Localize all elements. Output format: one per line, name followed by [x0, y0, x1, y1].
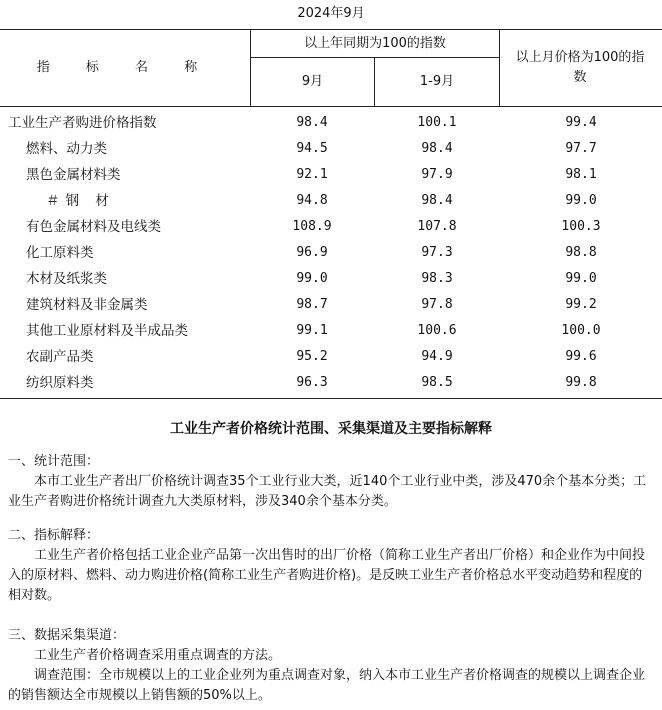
table-row [0, 110, 662, 136]
section-body-definition: 工业生产者价格包括工业企业产品第一次出售时的出厂价格（简称工业生产者出厂价格）和企业作为中间投入的原材料、燃料、动力购进价格(简称工业生产者购进价格)。是反映工业生产者价格总水平变动趋势和程度的相对数。 [8, 548, 646, 603]
yoy-group-header: 以上年同期为100的指数 [304, 35, 446, 51]
mom-column-header: 以上月价格为100的指数 [515, 50, 645, 85]
row-label: 燃料、动力类 [26, 141, 107, 157]
row-label: 工业生产者购进价格指数 [8, 115, 157, 131]
section-heading-definition: 二、指标解释： [8, 528, 100, 543]
mom-value: 97.7 [565, 141, 597, 156]
table-row [0, 136, 662, 162]
ytd-value: 98.4 [421, 193, 453, 208]
row-label: 农副产品类 [26, 349, 94, 365]
ytd-column-header: 1-9月 [419, 74, 455, 89]
ytd-value: 98.3 [421, 271, 453, 286]
indicator-name-header: 指 标 名 称 [36, 60, 214, 75]
section-body-collection-method: 工业生产者价格调查采用重点调查的方法。 [34, 648, 282, 663]
row-label: 化工原料类 [26, 245, 94, 261]
month-value: 98.4 [296, 115, 328, 130]
row-label: 黑色金属材料类 [26, 167, 121, 183]
mom-value: 98.1 [565, 167, 597, 182]
table-row [0, 292, 662, 318]
table-row [0, 266, 662, 292]
mom-value: 99.2 [565, 297, 597, 312]
mom-value: 99.6 [565, 349, 597, 364]
row-label: 纺织原料类 [26, 375, 94, 391]
notes-title: 工业生产者价格统计范围、采集渠道及主要指标解释 [170, 421, 492, 437]
section-body-scope: 本市工业生产者出厂价格统计调查35个工业行业大类，近140个工业行业中类，涉及470余个基本分类；工业生产者购进价格统计调查九大类原材料，涉及340余个基本分类。 [8, 474, 647, 509]
ytd-value: 98.5 [421, 375, 453, 390]
report-period: 2024年9月 [297, 6, 365, 21]
header-bottom-rule [0, 106, 662, 107]
ytd-value: 94.9 [421, 349, 453, 364]
mom-value: 99.0 [565, 193, 597, 208]
section-body-collection-scope: 调查范围：全市规模以上的工业企业列为重点调查对象，纳入本市工业生产者价格调查的规模以上调查企业的销售额达全市规模以上销售额的50%以上。 [8, 668, 646, 703]
month-column-header: 9月 [301, 74, 324, 89]
month-value: 96.9 [296, 245, 328, 260]
row-label: 其他工业原材料及半成品类 [26, 323, 188, 339]
ytd-value: 97.8 [421, 297, 453, 312]
month-value: 99.0 [296, 271, 328, 286]
col-divider-3 [499, 30, 500, 106]
mom-value: 98.8 [565, 245, 597, 260]
ytd-value: 98.4 [421, 141, 453, 156]
month-value: 94.5 [296, 141, 328, 156]
month-value: 92.1 [296, 167, 328, 182]
month-value: 96.3 [296, 375, 328, 390]
section-heading-collection: 三、数据采集渠道： [8, 628, 126, 643]
ytd-value: 100.1 [417, 115, 457, 130]
ytd-value: 97.9 [421, 167, 453, 182]
ytd-value: 107.8 [417, 219, 457, 234]
row-label: ＃钢 材 [46, 193, 115, 209]
table-row [0, 370, 662, 396]
month-value: 108.9 [292, 219, 332, 234]
mom-value: 99.0 [565, 271, 597, 286]
row-label: 有色金属材料及电线类 [26, 219, 161, 235]
ytd-value: 100.6 [417, 323, 457, 338]
table-row [0, 162, 662, 188]
table-row [0, 214, 662, 240]
mom-value: 100.0 [561, 323, 601, 338]
ytd-value: 97.3 [421, 245, 453, 260]
month-value: 94.8 [296, 193, 328, 208]
month-value: 99.1 [296, 323, 328, 338]
mom-value: 99.8 [565, 375, 597, 390]
section-heading-scope: 一、统计范围： [8, 454, 100, 469]
month-value: 95.2 [296, 349, 328, 364]
table-row [0, 318, 662, 344]
table-bottom-rule [0, 398, 662, 399]
mom-value: 99.4 [565, 115, 597, 130]
table-row [0, 344, 662, 370]
month-value: 98.7 [296, 297, 328, 312]
mom-value: 100.3 [561, 219, 601, 234]
row-label: 建筑材料及非金属类 [26, 297, 148, 313]
table-row [0, 240, 662, 266]
row-label: 木材及纸浆类 [26, 271, 107, 287]
table-row [0, 188, 662, 214]
